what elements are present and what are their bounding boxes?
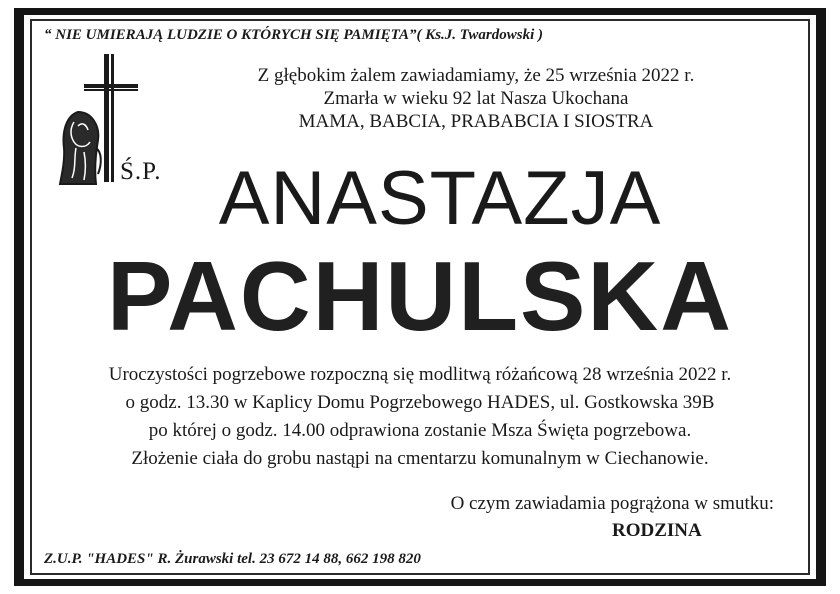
funeral-details (50, 361, 790, 473)
deceased-first-name: ANASTAZJA (218, 156, 662, 241)
ceremony-line: po której o godz. 14.00 odprawiona zostanie Msza Święta pogrzebowa. (148, 420, 692, 441)
sp-label: Ś.P. (120, 158, 162, 185)
funeral-home-footer: Z.U.P. "HADES" R. Żurawski tel. 23 672 14 88, 662 198 820 (44, 551, 421, 567)
intro-line: MAMA, BABCIA, PRABABCIA I SIOSTRA (298, 111, 654, 132)
intro-line: Z głębokim żalem zawiadamiamy, że 25 września 2022 r. (257, 65, 695, 86)
mourning-notice: O czym zawiadamia pogrążona w smutku: (450, 493, 774, 514)
intro-line: Zmarła w wieku 92 lat Nasza Ukochana (323, 88, 629, 109)
motto-quote: “ NIE UMIERAJĄ LUDZIE O KTÓRYCH SIĘ PAMIĘTA”( Ks.J. Twardowski ) (44, 27, 543, 43)
announcement-intro (176, 64, 776, 133)
family-signature: RODZINA (612, 520, 702, 541)
ceremony-line: o godz. 13.30 w Kaplicy Domu Pogrzebowego HADES, ul. Gostkowska 39B (125, 392, 715, 413)
ceremony-line: Złożenie ciała do grobu nastąpi na cmentarzu komunalnym w Ciechanowie. (131, 448, 709, 469)
deceased-last-name: PACHULSKA (107, 241, 733, 351)
ceremony-line: Uroczystości pogrzebowe rozpoczną się modlitwą różańcową 28 września 2022 r. (108, 364, 732, 385)
mourning-figure-icon (60, 112, 101, 184)
